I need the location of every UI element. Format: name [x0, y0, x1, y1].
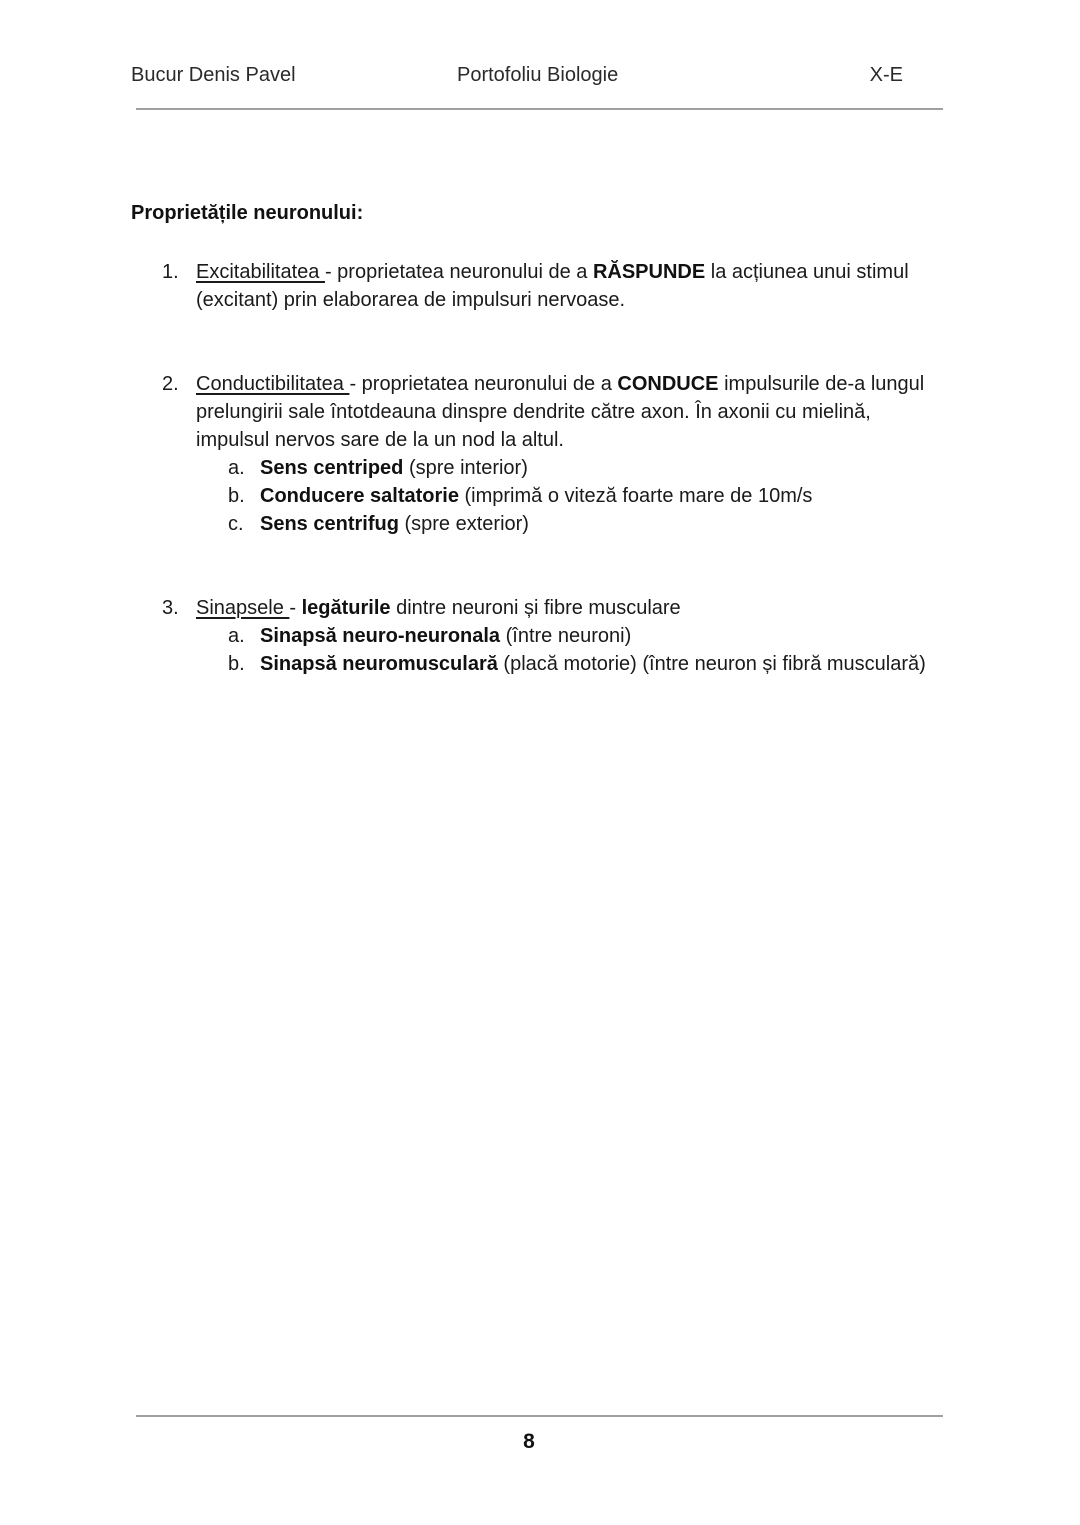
definition-text: dintre neuroni și fibre musculare [390, 597, 681, 619]
list-item-body [196, 370, 932, 454]
sub-item [228, 454, 932, 482]
sub-item-letter: a. [228, 625, 245, 647]
section-title: Proprietățile neuronului: [131, 202, 364, 224]
sub-item-text: (între neuroni) [500, 625, 632, 647]
definition-text: - proprietatea neuronului de a [349, 373, 618, 395]
sub-item-term: Conducere saltatorie [260, 485, 459, 507]
header-divider [136, 108, 943, 110]
sub-item-text: (spre interior) [403, 457, 528, 479]
page-header [131, 64, 903, 94]
sub-item-letter: b. [228, 653, 245, 675]
sub-item [228, 510, 932, 538]
list-item-body [196, 594, 932, 622]
sub-item-letter: b. [228, 485, 245, 507]
list-item-conductibilitatea [162, 370, 932, 538]
header-title: Portofoliu Biologie [457, 64, 619, 86]
emphasis: RĂSPUNDE [592, 261, 706, 283]
sub-item-text: (spre exterior) [398, 513, 529, 535]
sub-item [228, 482, 932, 510]
emphasis: CONDUCE [617, 373, 719, 395]
definition-text: la acțiunea unui stimul (excitant) prin elaborarea de impulsuri nervoase. [196, 261, 909, 311]
list-item-excitabilitatea [162, 258, 932, 314]
sub-item-term: Sens centrifug [260, 513, 399, 535]
header-class: X-E [869, 64, 903, 86]
footer-divider [136, 1415, 943, 1417]
sub-item-text: (placă motorie) (între neuron și fibră musculară) [497, 653, 926, 675]
sub-item [228, 650, 932, 678]
term: Conductibilitatea [196, 373, 350, 395]
term: Sinapsele [196, 597, 290, 619]
definition-text: - [289, 597, 302, 619]
sub-item-letter: c. [228, 513, 244, 535]
sub-item-text: (imprimă o viteză foarte mare de 10m/s [458, 485, 813, 507]
list-number: 2. [162, 373, 179, 395]
sub-item-term: Sinapsă neuromusculară [260, 653, 498, 675]
sub-item-term: Sens centriped [260, 457, 404, 479]
emphasis: legăturile [301, 597, 391, 619]
definition-text: - proprietatea neuronului de a [324, 261, 593, 283]
sub-item-letter: a. [228, 457, 245, 479]
sub-item-term: Sinapsă neuro-neuronala [260, 625, 501, 647]
list-number: 1. [162, 261, 179, 283]
list-item-body [196, 258, 932, 314]
term: Excitabilitatea [196, 261, 325, 283]
header-author: Bucur Denis Pavel [131, 64, 296, 86]
definition-text: impulsurile de-a lungul prelungirii sale întotdeauna dinspre dendrite către axon. În axonii cu mielină, impulsul nervos sare de la un nod la altul. [196, 373, 925, 451]
list-number: 3. [162, 597, 179, 619]
list-item-sinapsele [162, 594, 932, 678]
sub-item [228, 622, 932, 650]
page-number: 8 [523, 1430, 535, 1453]
